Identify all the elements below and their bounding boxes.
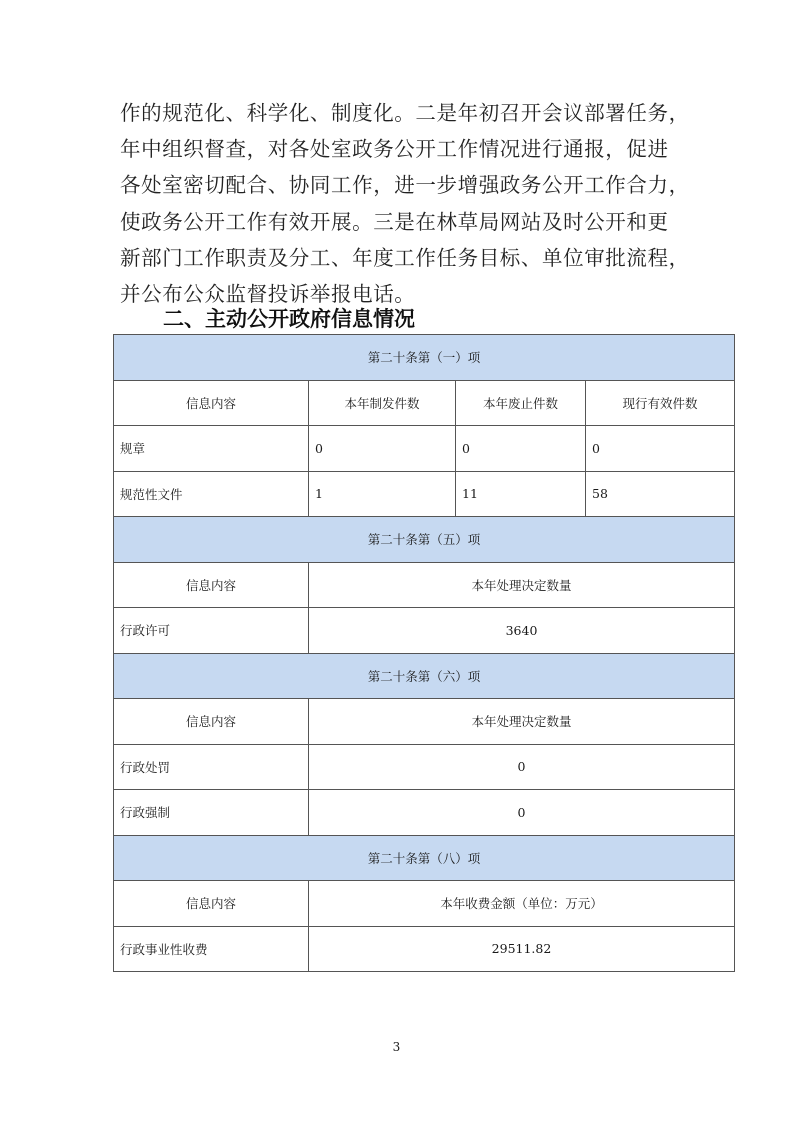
cell-value: 0 xyxy=(456,426,586,472)
cell-value: 58 xyxy=(586,471,735,517)
body-line: 使政务公开工作有效开展。三是在林草局网站及时公开和更 xyxy=(120,209,669,234)
section-row xyxy=(114,653,735,699)
header-row xyxy=(114,380,735,426)
section-row xyxy=(114,517,735,563)
cell-value: 0 xyxy=(309,790,735,836)
row-label: 行政处罚 xyxy=(114,744,309,790)
row-label: 行政事业性收费 xyxy=(114,926,309,972)
body-paragraph xyxy=(120,95,740,312)
header-cell: 现行有效件数 xyxy=(586,380,735,426)
row-label: 规范性文件 xyxy=(114,471,309,517)
table-row xyxy=(114,744,735,790)
cell-value: 29511.82 xyxy=(309,926,735,972)
section-heading: 二、主动公开政府信息情况 xyxy=(163,307,415,331)
body-line: 各处室密切配合、协同工作，进一步增强政务公开工作合力， xyxy=(120,173,690,198)
table-row xyxy=(114,790,735,836)
header-cell: 信息内容 xyxy=(114,562,309,608)
header-cell: 本年废止件数 xyxy=(456,380,586,426)
table-row xyxy=(114,426,735,472)
table-row xyxy=(114,926,735,972)
header-cell: 信息内容 xyxy=(114,380,309,426)
table-row xyxy=(114,608,735,654)
cell-value: 0 xyxy=(309,744,735,790)
section-title: 第二十条第（六）项 xyxy=(114,653,735,699)
row-label: 行政许可 xyxy=(114,608,309,654)
header-cell: 信息内容 xyxy=(114,881,309,927)
header-cell: 本年处理决定数量 xyxy=(309,562,735,608)
body-line: 作的规范化、科学化、制度化。二是年初召开会议部署任务， xyxy=(120,101,690,125)
section-row xyxy=(114,835,735,881)
disclosure-table xyxy=(113,334,735,972)
row-label: 规章 xyxy=(114,426,309,472)
row-label: 行政强制 xyxy=(114,790,309,836)
header-cell: 本年收费金额（单位：万元） xyxy=(309,881,735,927)
table-row xyxy=(114,471,735,517)
section-title: 第二十条第（五）项 xyxy=(114,517,735,563)
body-line: 并公布公众监督投诉举报电话。 xyxy=(120,282,416,307)
cell-value: 1 xyxy=(309,471,456,517)
header-row xyxy=(114,699,735,745)
cell-value: 11 xyxy=(456,471,586,517)
header-row xyxy=(114,562,735,608)
header-row xyxy=(114,881,735,927)
header-cell: 信息内容 xyxy=(114,699,309,745)
header-cell: 本年处理决定数量 xyxy=(309,699,735,745)
cell-value: 3640 xyxy=(309,608,735,654)
body-line: 年中组织督查，对各处室政务公开工作情况进行通报，促进 xyxy=(120,137,669,162)
cell-value: 0 xyxy=(586,426,735,472)
section-title: 第二十条第（八）项 xyxy=(114,835,735,881)
cell-value: 0 xyxy=(309,426,456,472)
header-cell: 本年制发件数 xyxy=(309,380,456,426)
body-line: 新部门工作职责及分工、年度工作任务目标、单位审批流程， xyxy=(120,245,690,270)
section-row xyxy=(114,335,735,381)
section-title: 第二十条第（一）项 xyxy=(114,335,735,381)
page-number: 3 xyxy=(392,1040,401,1054)
